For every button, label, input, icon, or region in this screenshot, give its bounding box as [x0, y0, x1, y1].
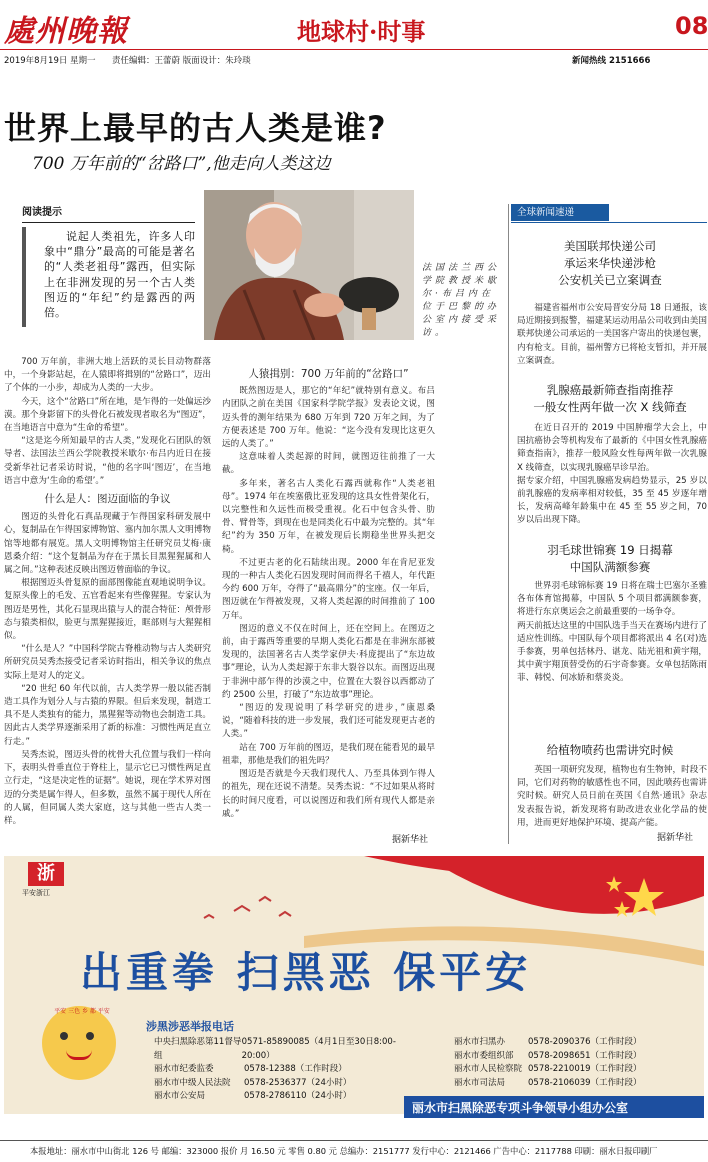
phone-number: 0578-2210019（工作时段） — [528, 1064, 642, 1074]
news-body: 世界羽毛球锦标赛 19 日将在瑞士巴塞尔圣雅各布体育馆揭幕，中国队 5 个项目都满额参赛，将进行东京奥运会之前最重要的一场争夺。 两天前抵达这里的中国队选手当天在赛场内进行了适应性训练。中国队每个项目都将派出 4 名(对)选手参赛，男单包括林丹、谌龙、陆光祖和黄宇翔，其中黄宇翔顶替受伤的石宇奇参赛。女单包括陈雨菲、韩悦、何冰娇和蔡炎炎。 — [517, 581, 707, 684]
phone-name: 中央扫黑除恶第11督导组 — [154, 1037, 242, 1061]
phone-number: 0578-2786110（24小时） — [244, 1091, 352, 1101]
phone-name: 丽水市中级人民法院 — [154, 1077, 231, 1088]
article-column-1 — [4, 356, 211, 846]
section-heading-1: 什么是人：图迈面临的争议 — [44, 493, 171, 506]
newspaper-logo: 處州晚報 — [4, 14, 128, 49]
pingan-logo-icon: 浙 — [28, 862, 64, 886]
masthead — [0, 0, 708, 72]
paragraph: 既然图迈是人，那它的“年纪”就特别有意义。布吕内团队之前在美国《国家科学院学报》发表论文说，图迈头骨的测年结果为 680 万年到 720 万年之间，为了方便表述是 700 万年。他说：“迄今没有发现比这更久远的人类了。” — [222, 386, 435, 450]
paragraph: “20 世纪 60 年代以前，古人类学界一般以能否制造工具作为划分人与古猿的界限。但后来发现，制造工具不是人类独有的能力，黑猩猩等动物也会制造工具。因此古人类学界逐渐采用了新的标准：习惯性两足直立行走。” — [4, 683, 211, 747]
section-title: 地球村·时事 — [297, 17, 426, 46]
phone-number: 0578-2106039（工作时段） — [528, 1077, 642, 1088]
side-source: 据新华社 — [657, 833, 694, 843]
news-body: 在近日召开的 2019 中国肿瘤学大会上，中国抗癌协会等机构发布了最新的《中国女性乳腺癌筛查指南》，推荐一般风险女性每两年做一次乳腺 X 线筛查，以实现乳腺癌早诊早治。 据专家介绍，中国乳腺癌发病趋势显示，25 岁以前乳腺癌的发病率相对较低，35 至 45 岁逐年增长，发病高峰年龄集中在 45 至 55 岁之间，70 岁以后出现下降。 — [517, 423, 707, 526]
paragraph: 这意味着人类起源的时间，就图迈往前推了一大截。 — [222, 452, 435, 476]
anti-crime-ad — [4, 856, 704, 1138]
paragraph: 图迈的意义不仅在时间上，还在空间上。在图迈之前，由于露西等重要的早期人类化石都是在非洲东部被发现的，法国著名古人类学家伊夫·科庞提出了“东边故事”理论，认为人类起源于东非大裂谷以东。而图迈出现于非洲中部乍得的沙漠之中，位置在大裂谷以西都动了约 2500 公里，打破了“东边故事”理论。 — [222, 623, 435, 700]
news-title: 羽毛球世锦赛 19 日揭幕 中国队满额参赛 — [547, 543, 673, 574]
paragraph: “这是迄今所知最早的古人类，”发现化石团队的领导者、法国法兰西公学院教授米歇尔·布吕内近日在接受新华社记者采访时说，“他的名字叫‘图迈’，在当地语言中意为‘生命的希望’。” — [4, 436, 211, 486]
masthead-rule — [0, 49, 708, 50]
phone-number: 0578-2090376（工作时段） — [528, 1037, 642, 1047]
subheadline: 700 万年前的“岔路口”,他走向人类这边 — [32, 154, 331, 174]
phone-name: 丽水市委组织部 — [454, 1050, 514, 1061]
page-number: 08 — [675, 12, 708, 40]
article-column-2 — [222, 368, 435, 838]
reading-guide — [22, 203, 195, 338]
ad-organization: 丽水市扫黑除恶专项斗争领导小组办公室 — [412, 1101, 629, 1115]
paragraph: “图迈的发现说明了科学研究的进步，”康恩桑说，“随着科技的进一步发展，我们还可能发现更古老的人类。” — [222, 703, 435, 740]
news-title: 乳腺癌最新筛查指南推荐 一般女性两年做一次 X 线筛查 — [533, 383, 687, 414]
scientist-photo — [204, 190, 414, 340]
phone-number: 0571-85890085（4月1日至30日8:00-20:00） — [241, 1037, 396, 1061]
phone-title: 涉黑涉恶举报电话 — [146, 1020, 234, 1033]
guide-bar — [22, 227, 26, 327]
paragraph: 图迈是否就是今天我们现代人、乃至具体到乍得人的祖先，现在还说不清楚。吴秀杰说：“不过如果从将时长的时间尺度看，可以说图迈和我们所有现代人都是亲戚。” — [222, 769, 435, 819]
news-body: 英国一项研究发现，植物也有生物钟，时段不同，它们对药物的敏感性也不同，因此喷药也需讲究时候。研究人员日前在英国《自然·通讯》杂志发表报告说，新发现将有助改进农业化学品的使用，进而更好地保护环境、提高产能。 — [517, 765, 707, 828]
phone-name: 丽水市人民检察院 — [454, 1064, 523, 1074]
issue-date: 2019年8月19日 星期一 — [4, 56, 96, 66]
photo-caption: 法国法兰西公学院教授米歇尔·布吕内在位于巴黎的办公室内接受采访。 — [422, 263, 501, 338]
phone-number: 0578-2098651（工作时段） — [528, 1050, 642, 1061]
paragraph: 根据图迈头骨复原的面部图像能直观地说明争议。复原头像上的毛发、五官看起来有些像猩猩。专家认为图迈是男性，其化石显现出猿与人的混合特征：颅骨形态与猿类相似，脸更与黑猩猩接近，眶部则与大猩猩相似。 — [4, 578, 211, 642]
footer-info: 本报地址：丽水市中山街北 126 号 邮编：323000 报价 月 16.50 元 零售 0.80 元 总编办：2151777 发行中心：2121466 广告中心：2117788 印刷：丽水日报印刷厂 — [30, 1146, 658, 1156]
phone-name: 丽水市公安局 — [154, 1091, 206, 1101]
editors: 责任编辑：王蕾蔚 版面设计：朱玲琰 — [112, 56, 251, 66]
paragraph: 多年来，著名古人类化石露西就称作“人类老祖母”。1974 年在埃塞俄比亚发现的这具女性骨架化石，以完整性和久远性而极受重视。化石中包含头骨、肋骨、臂骨等，到现在也是同类化石中最为完整的。其“年纪”约为 350 万年，在被发现后长期稳坐世界头把交椅。 — [222, 478, 435, 555]
pingan-logo-text: 平安浙江 — [22, 889, 50, 897]
phone-name: 丽水市司法局 — [454, 1077, 506, 1088]
sidebar-header: 全球新闻速递 — [511, 204, 609, 221]
paragraph: 站在 700 万年前的图迈，是我们现在能看见的最早祖辈，那他是我们的祖先吗？ — [222, 742, 435, 766]
sidebar-news — [508, 204, 708, 844]
mascot-caption: 平安 三色 乡 都 平安 — [54, 1008, 110, 1015]
news-hotline: 新闻热线 2151666 — [572, 56, 651, 66]
paragraph: 700 万年前，非洲大地上活跃的灵长目动物群落中，一个身影站起，在人猿即将揖别的“岔路口”，迈出了个体的一小步，却成为人类的一大步。 — [4, 357, 211, 394]
photo-brunet — [204, 190, 414, 340]
mascot-icon — [42, 1006, 116, 1080]
paragraph: 图迈的头骨化石真品现藏于乍得国家科研发展中心，复制品在乍得国家博物馆、塞内加尔黑人文明博物馆等地都有展览。黑人文明博物馆主任研究员艾梅·康恩桑介绍：“这个复制品为存在于黑长目黑猩猩属和人属之间。”这种表述反映出图迈曾面临的争议。 — [4, 512, 211, 576]
paragraph: 不过更古老的化石陆续出现。2000 年在肯尼亚发现的一种古人类化石因发现时间而得名千禧人，年代距今约 600 万年，夺得了“最高鼎分”的宝座。仅一年后，图迈就在乍得被发现，又将人类起源的时间推前了 100 万年。 — [222, 557, 435, 621]
phone-number: 0578-2536377（24小时） — [244, 1077, 352, 1088]
headline: 世界上最早的古人类是谁? — [4, 109, 387, 147]
paragraph: “什么是人？”中国科学院古脊椎动物与古人类研究所研究员吴秀杰接受记者采访时指出，相关争议的焦点实际上是对人的定义。 — [4, 644, 211, 681]
news-body: 福建省福州市公安局晋安分局 18 日通报，该局近期接到报警，福建某运动用品公司收到由美国联邦快递公司承运的一美国客户寄出的快递包裹，内有枪支。目前，福州警方已将枪支暂扣，并开展立案调查。 — [517, 303, 707, 366]
phone-name: 丽水市扫黑办 — [454, 1037, 506, 1047]
reading-guide-title: 阅读提示 — [22, 207, 62, 218]
reading-guide-text: 说起人类祖先，许多人印象中“鼎分”最高的可能是著名的“人类老祖母”露西，但实际上在非洲发现的另一个古人类图迈的“年纪”约是露西的两倍。 — [44, 230, 195, 320]
phone-name: 丽水市纪委监委 — [154, 1064, 214, 1074]
paragraph: 今天，这个“岔路口”所在地，是乍得的一处偏远沙漠。那个身影留下的头骨化石被发现者取名为“图迈”，在当地语言中意为“生命的希望”。 — [4, 396, 211, 434]
paragraph: 吴秀杰说，图迈头骨的枕骨大孔位置与我们一样向下，表明头骨垂直位于脊柱上，显示它已习惯性两足直立行走，“这是决定性的证据”。她说，现在学术界对图迈的分类是属乍得人，但多数，虽然不属于现代人所在的人属，但同属人类大家庭，这与其他一些古人类一样。 — [4, 749, 211, 826]
phone-number: 0578-12388（工作时段） — [244, 1064, 347, 1074]
ad-slogan: 出重拳 扫黑恶 保平安 — [80, 948, 532, 997]
news-title: 美国联邦快递公司 承运来华快递涉枪 公安机关已立案调查 — [558, 239, 662, 287]
news-title: 给植物喷药也需讲究时候 — [546, 743, 674, 757]
section-heading-2: 人猿揖别：700 万年前的“岔路口” — [248, 368, 409, 380]
main-source: 据新华社 — [392, 835, 429, 845]
